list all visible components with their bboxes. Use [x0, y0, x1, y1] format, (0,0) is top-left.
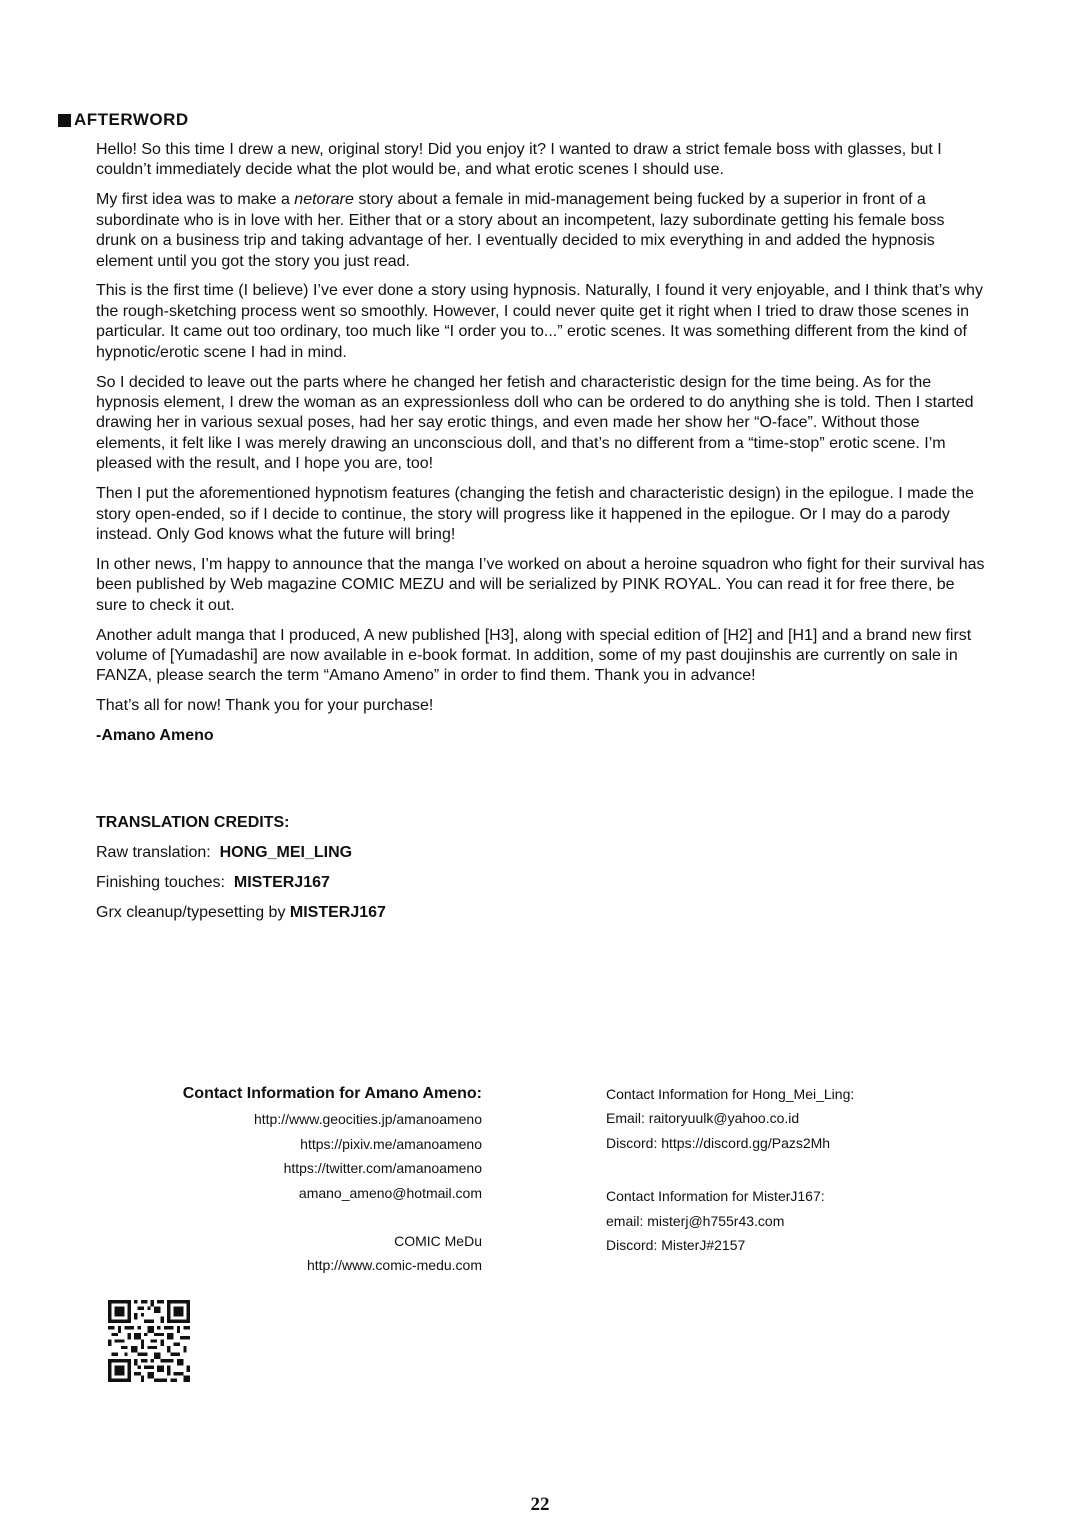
paragraph	[96, 190, 986, 272]
contact-link[interactable]: https://pixiv.me/amanoameno	[300, 1135, 482, 1152]
credit-name: MISTERJ167	[233, 874, 330, 891]
credit-label: Grx cleanup/typesetting by	[96, 904, 286, 921]
paragraph: In other news, I’m happy to announce that the manga I’ve worked on about a heroine squadron who fight for their survival has been published by Web magazine COMIC MEZU and will be serialized by PINK ROYAL. You can read it for free there, be sure to check it out.	[96, 555, 985, 614]
contact-link[interactable]: https://twitter.com/amanoameno	[283, 1160, 482, 1177]
italic-term: netorare	[294, 191, 354, 209]
paragraph: Hello! So this time I drew a new, original story! Did you enjoy it? I wanted to draw a strict female boss with glasses, but I couldn’t immediately decide what the plot would be, and what erotic scenes I should use.	[96, 141, 942, 179]
spacer	[140, 1205, 482, 1229]
contact-discord-hong[interactable]: Discord: https://discord.gg/Pazs2Mh	[606, 1134, 831, 1151]
contact-title: Contact Information for Amano Ameno:	[182, 1085, 482, 1102]
credit-name: HONG_MEI_LING	[219, 844, 353, 861]
credit-label: Finishing touches:	[96, 874, 225, 891]
paragraph: This is the first time (I believe) I’ve ever done a story using hypnosis. Naturally, I found it very enjoyable, and I think that’s why the rough-sketching process went so smoothly. However, I could never quite get it right when I tried to draw those scenes in particular. It came out too ordinary, too much like “I order you to...” erotic scenes. It was something different from the kind of hypnotic/erotic scene I had in mind.	[96, 282, 983, 361]
publisher-name: COMIC MeDu	[394, 1233, 482, 1250]
credit-grx	[96, 903, 696, 923]
paragraph: Then I put the aforementioned hypnotism features (changing the fetish and characteristic design) in the epilogue. I made the story open-ended, so if I decide to continue, the story will progress like it happened in the epilogue. Or I may do a parody instead. Only God knows what the future will bring!	[96, 485, 974, 543]
paragraph: Another adult manga that I produced, A new published [H3], along with special edition of [H2] and [H1] and a brand new first volume of [Yumadashi] are now available in e-book format. In addition, some of my past doujinshis are currently on sale in FANZA, please search the term “Amano Ameno” in order to find them. Thank you in advance!	[96, 626, 972, 685]
paragraph-text: story about a female in mid-management being fucked by a superior in front of a subordinate who is in love with her. Either that or a story about an incompetent, lazy subordinate getting his female boss drunk on a business trip and taking advantage of her. I eventually decided to mix everything in and added the hypnosis element until you got the story you just read.	[96, 191, 945, 270]
afterword-body	[96, 140, 986, 756]
publisher-link[interactable]: http://www.comic-medu.com	[306, 1257, 482, 1274]
contact-email[interactable]: amano_ameno@hotmail.com	[298, 1184, 482, 1201]
heading-text: AFTERWORD	[74, 110, 189, 129]
contact-link[interactable]: http://www.geocities.jp/amanoameno	[253, 1111, 482, 1128]
credit-finishing	[96, 873, 696, 893]
contact-email-misterj[interactable]: email: misterj@h755r43.com	[606, 1212, 785, 1229]
contact-title-misterj: Contact Information for MisterJ167:	[606, 1188, 825, 1205]
signature: -Amano Ameno	[96, 727, 214, 745]
square-bullet-icon	[58, 114, 71, 127]
afterword-heading	[58, 110, 189, 130]
credit-label: Raw translation:	[96, 844, 211, 861]
contact-email-hong[interactable]: Email: raitoryuulk@yahoo.co.id	[606, 1110, 800, 1127]
credits-title: TRANSLATION CREDITS:	[96, 814, 290, 831]
paragraph: So I decided to leave out the parts where he changed her fetish and characteristic design for the time being. As for the hypnosis element, I drew the woman as an expressionless doll who can be ordered to do anything she is told. Then I started drawing her in various sexual poses, had her say erotic things, and even made her show her “O-face”. Without those elements, it felt like I was merely drawing an unconscious doll, and that’s no different from a “time-stop” erotic scene. I’m pleased with the result, and I hope you are, too!	[96, 373, 974, 473]
paragraph-text: My first idea was to make a	[96, 191, 295, 209]
contact-discord-misterj[interactable]: Discord: MisterJ#2157	[606, 1237, 746, 1254]
credit-name: MISTERJ167	[289, 904, 386, 921]
contact-amano	[140, 1082, 482, 1278]
contact-title-hong: Contact Information for Hong_Mei_Ling:	[606, 1086, 855, 1102]
page-number: 22	[530, 1494, 550, 1515]
paragraph: That’s all for now! Thank you for your purchase!	[96, 697, 434, 715]
translation-credits	[96, 813, 696, 933]
spacer	[606, 1155, 1026, 1184]
qr-code-icon	[108, 1300, 190, 1382]
contact-translators	[606, 1082, 1026, 1257]
credit-raw	[96, 843, 696, 863]
